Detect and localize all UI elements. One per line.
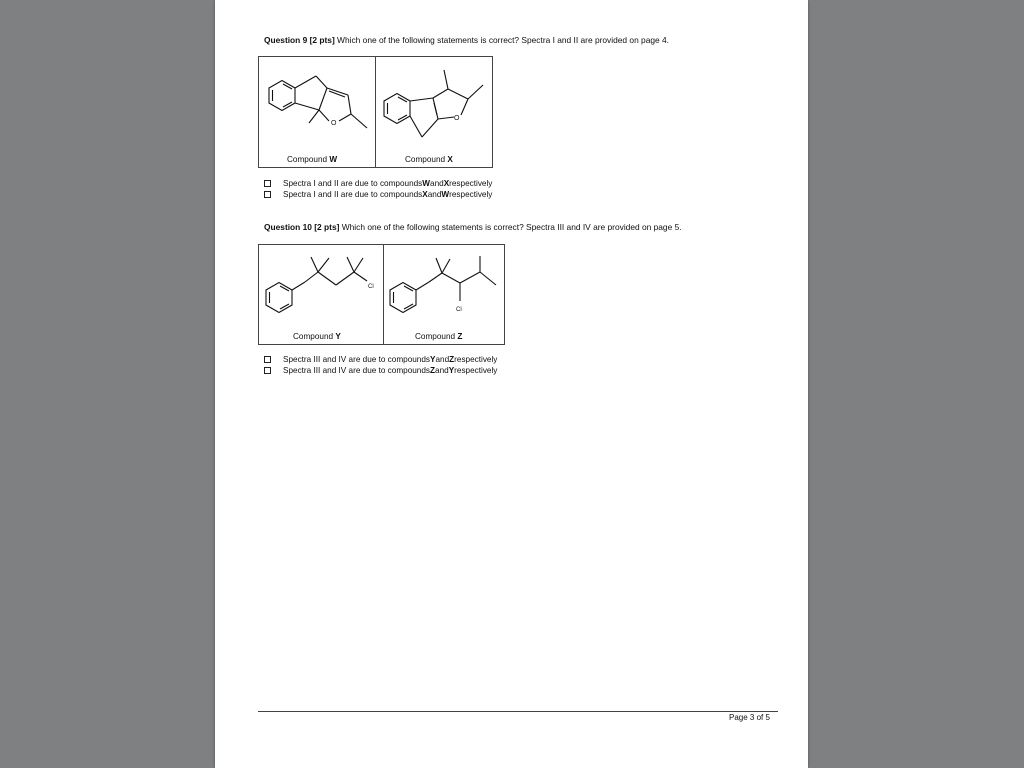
- question-10-option-2[interactable]: Spectra III and IV are due to compounds Z and Y respectively: [264, 366, 497, 375]
- checkbox-icon[interactable]: [264, 356, 271, 363]
- compound-x-oxygen-label: O: [454, 115, 460, 122]
- compound-w-letter: W: [329, 155, 338, 164]
- footer-rule: [258, 711, 778, 712]
- compound-w-label: Compound W: [287, 155, 338, 164]
- compound-y-letter: Y: [335, 332, 341, 341]
- compound-y-structure: [259, 245, 383, 331]
- compound-x-letter: X: [447, 155, 453, 164]
- compound-y-chlorine-label: Cl: [368, 284, 374, 290]
- compound-z-letter: Z: [457, 332, 463, 341]
- compound-x-structure: [376, 57, 492, 152]
- question-9-prompt: [264, 35, 669, 45]
- question-10-structures-box: [258, 244, 505, 345]
- checkbox-icon[interactable]: [264, 180, 271, 187]
- compound-y-bonds: [266, 257, 367, 313]
- compound-y-label: Compound Y: [293, 332, 341, 341]
- question-10-prompt: [264, 222, 682, 232]
- compound-z-label: Compound Z: [415, 332, 463, 341]
- compound-z-chlorine-label: Cl: [456, 307, 462, 313]
- compound-x-bonds: [384, 70, 483, 137]
- question-10-option-1[interactable]: Spectra III and IV are due to compounds Y and Z respectively: [264, 355, 497, 364]
- checkbox-icon[interactable]: [264, 191, 271, 198]
- compound-z-structure: [384, 245, 504, 331]
- question-10-heading: Question 10 [2 pts]: [264, 222, 340, 232]
- compound-x-label: Compound X: [405, 155, 453, 164]
- compound-w-structure: [259, 57, 375, 152]
- question-10-text: Which one of the following statements is correct? Spectra III and IV are provided on page 5.: [339, 222, 682, 232]
- compound-w-oxygen-label: O: [331, 120, 337, 127]
- compound-w-bonds: [269, 76, 367, 128]
- checkbox-icon[interactable]: [264, 367, 271, 374]
- question-9-option-1[interactable]: Spectra I and II are due to compounds W and X respectively: [264, 179, 492, 188]
- document-page: [215, 0, 808, 768]
- question-9-structures-box: [258, 56, 493, 168]
- question-9-option-2[interactable]: Spectra I and II are due to compounds X and W respectively: [264, 190, 492, 199]
- page-number: Page 3 of 5: [729, 713, 770, 722]
- compound-z-bonds: [390, 256, 496, 313]
- question-9-text: Which one of the following statements is correct? Spectra I and II are provided on page 4.: [334, 35, 669, 45]
- question-9-heading: Question 9 [2 pts]: [264, 35, 335, 45]
